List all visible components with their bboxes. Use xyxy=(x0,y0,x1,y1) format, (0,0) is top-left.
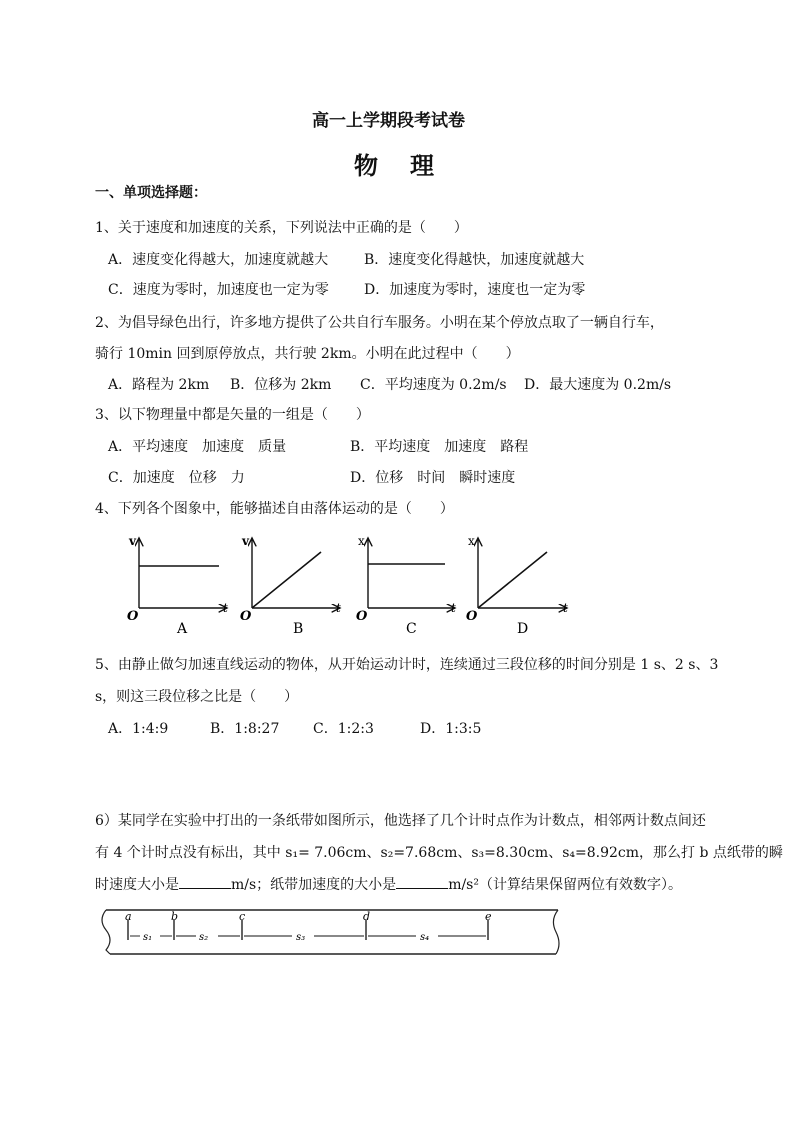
graph-c-ylabel: x xyxy=(358,534,365,548)
point-label-b: b xyxy=(171,910,179,923)
q5-option-b: B．1:8:27 xyxy=(210,721,280,737)
graph-b-xlabel: t xyxy=(336,601,341,615)
point-label-e: e xyxy=(485,910,492,923)
q2-stem-line1: 2、为倡导绿色出行，许多地方提供了公共自行车服务。小明在某个停放点取了一辆自行车， xyxy=(95,315,664,331)
q1-option-c: C．速度为零时，加速度也一定为零 xyxy=(108,282,329,298)
q3-option-b: B．平均速度 加速度 路程 xyxy=(350,439,529,455)
q3-option-d: D．位移 时间 瞬时速度 xyxy=(350,470,516,486)
q5-stem-line2: s，则这三段位移之比是（ ） xyxy=(95,689,299,705)
graph-c xyxy=(356,534,456,637)
tape-torn-left-edge xyxy=(102,910,110,954)
graph-a-origin: O xyxy=(127,609,139,624)
graph-a xyxy=(127,534,228,637)
q1-option-b: B．速度变化得越快，加速度就越大 xyxy=(364,252,585,268)
q5-option-d: D．1:3:5 xyxy=(420,721,482,737)
q6-line3-pre: 时速度大小是 xyxy=(95,877,179,893)
answer-blank-velocity[interactable] xyxy=(179,876,231,889)
q6-s4: s₄=8.92cm xyxy=(562,845,640,861)
q6-s1: s₁= 7.06cm xyxy=(285,845,367,861)
segment-label-s2: s₂ xyxy=(199,932,209,943)
graph-b-line xyxy=(252,552,321,608)
q2-option-d: D．最大速度为 0.2m/s xyxy=(524,377,672,393)
q3-option-a: A．平均速度 加速度 质量 xyxy=(108,439,287,455)
q6-s3: s₃=8.30cm xyxy=(471,845,549,861)
q3-option-c: C．加速度 位移 力 xyxy=(108,470,245,486)
graph-c-caption: C xyxy=(406,621,417,637)
q2-option-a: A．路程为 2km xyxy=(108,377,210,393)
graph-a-caption: A xyxy=(177,621,188,637)
q6-line3-post: m/s²（计算结果保留两位有效数字）。 xyxy=(448,877,682,893)
q2-option-b: B．位移为 2km xyxy=(230,377,332,393)
q6-stem-line3 xyxy=(95,874,682,894)
segment-label-s4: s₄ xyxy=(420,932,430,943)
q2-option-c: C．平均速度为 0.2m/s xyxy=(360,377,507,393)
segment-label-s3: s₃ xyxy=(296,932,306,943)
graph-d-ylabel: x xyxy=(468,534,475,548)
graph-b xyxy=(240,534,341,637)
point-label-a: a xyxy=(125,910,132,923)
graph-c-xlabel: t xyxy=(451,601,456,615)
graph-a-ylabel: v xyxy=(129,534,136,548)
subject-title: 物 理 xyxy=(354,152,438,180)
q6-stem-line1: 6）某同学在实验中打出的一条纸带如图所示，他选择了几个计时点作为计数点，相邻两计数点间还 xyxy=(95,813,706,829)
q4-stem: 4、下列各个图象中，能够描述自由落体运动的是（ ） xyxy=(95,501,454,517)
paper-tape-figure xyxy=(100,906,560,958)
q4-graphs xyxy=(115,528,585,640)
graph-b-origin: O xyxy=(240,609,252,624)
graph-b-ylabel: v xyxy=(242,534,249,548)
graph-d-origin: O xyxy=(466,609,478,624)
graph-b-caption: B xyxy=(293,621,304,637)
q5-stem-line1: 5、由静止做匀加速直线运动的物体，从开始运动计时，连续通过三段位移的时间分别是 1 s、2 s、3 xyxy=(95,657,719,673)
q2-stem-line2: 骑行 10min 回到原停放点，共行驶 2km。小明在此过程中（ ） xyxy=(95,346,520,362)
point-label-c: c xyxy=(239,910,246,923)
q3-stem: 3、以下物理量中都是矢量的一组是（ ） xyxy=(95,407,370,423)
answer-blank-acceleration[interactable] xyxy=(396,876,448,889)
graph-d-caption: D xyxy=(517,621,529,637)
q5-option-a: A．1:4:9 xyxy=(108,721,169,737)
q5-option-c: C．1:2:3 xyxy=(313,721,374,737)
q6-line3-mid: m/s；纸带加速度的大小是 xyxy=(231,877,397,893)
q1-option-a: A．速度变化得越大，加速度就越大 xyxy=(108,252,329,268)
q1-stem: 1、关于速度和加速度的关系，下列说法中正确的是（ ） xyxy=(95,220,468,236)
tape-torn-right-edge xyxy=(553,910,559,954)
q6-line2-post: ，那么打 b 点纸带的瞬 xyxy=(639,845,783,861)
section-heading: 一、单项选择题： xyxy=(95,185,207,201)
graph-c-origin: O xyxy=(356,609,368,624)
exam-title: 高一上学期段考试卷 xyxy=(312,111,465,131)
q6-s2: s₂=7.68cm xyxy=(380,845,458,861)
graph-d-xlabel: t xyxy=(563,601,568,615)
graph-d xyxy=(466,534,568,637)
segment-label-s1: s₁ xyxy=(143,932,153,943)
graph-d-line xyxy=(478,552,547,608)
q6-stem-line2: 有 4 个计时点没有标出，其中 s₁= 7.06cm、s₂=7.68cm、s₃=8.30cm、s₄=8.92cm，那么打 b 点纸带的瞬 xyxy=(95,845,783,861)
graph-a-xlabel: t xyxy=(223,601,228,615)
q6-line2-pre: 有 4 个计时点没有标出，其中 xyxy=(95,845,286,861)
point-label-d: d xyxy=(363,910,371,923)
q1-option-d: D．加速度为零时，速度也一定为零 xyxy=(364,282,586,298)
